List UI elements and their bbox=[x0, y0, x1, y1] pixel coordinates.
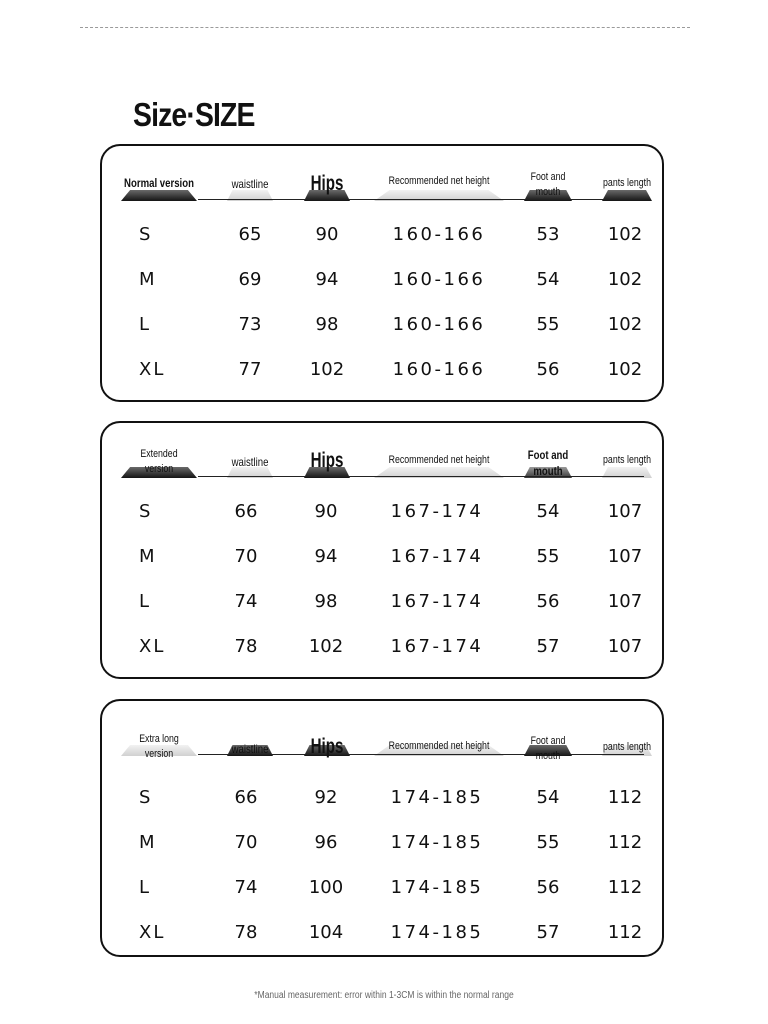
height-cell: 160-166 bbox=[392, 269, 486, 290]
header-pants-length: pants length bbox=[603, 454, 651, 466]
waistline-cell: 74 bbox=[234, 877, 258, 898]
waistline-cell: 77 bbox=[238, 359, 262, 380]
size-cell: XL bbox=[139, 636, 166, 657]
header-rule bbox=[198, 476, 644, 477]
foot-mouth-cell: 54 bbox=[536, 269, 560, 290]
hips-cell: 100 bbox=[308, 877, 344, 898]
size-cell: XL bbox=[139, 922, 166, 943]
height-cell: 160-166 bbox=[392, 224, 486, 245]
pants-length-cell: 107 bbox=[607, 501, 643, 522]
hips-cell: 92 bbox=[314, 787, 338, 808]
height-cell: 174-185 bbox=[390, 922, 484, 943]
header-shade bbox=[121, 190, 197, 201]
height-cell: 167-174 bbox=[390, 546, 484, 567]
header-pants-length: pants length bbox=[603, 177, 651, 189]
size-cell: L bbox=[139, 591, 152, 612]
top-dashed-divider bbox=[80, 27, 690, 28]
table-row bbox=[102, 832, 662, 862]
header-foot-mouth: Foot and mouth bbox=[530, 171, 566, 198]
waistline-cell: 78 bbox=[234, 636, 258, 657]
table-row bbox=[102, 787, 662, 817]
table-row bbox=[102, 314, 662, 344]
header-version: Extra long version bbox=[139, 733, 179, 760]
waistline-cell: 69 bbox=[238, 269, 262, 290]
footnote: *Manual measurement: error within 1-3CM is within the normal range bbox=[254, 990, 514, 1001]
header-hips: Hips bbox=[310, 172, 344, 195]
header-waistline: waistline bbox=[231, 455, 269, 469]
hips-cell: 90 bbox=[315, 224, 339, 245]
pants-length-cell: 102 bbox=[607, 359, 643, 380]
height-cell: 167-174 bbox=[390, 501, 484, 522]
height-cell: 160-166 bbox=[392, 359, 486, 380]
size-cell: L bbox=[139, 314, 152, 335]
height-cell: 174-185 bbox=[390, 832, 484, 853]
foot-mouth-cell: 56 bbox=[536, 877, 560, 898]
header-height: Recommended net height bbox=[388, 740, 490, 752]
size-table-extended bbox=[100, 421, 664, 679]
header-foot-mouth: Foot and mouth bbox=[530, 735, 566, 762]
waistline-cell: 78 bbox=[234, 922, 258, 943]
waistline-cell: 65 bbox=[238, 224, 262, 245]
pants-length-cell: 107 bbox=[607, 636, 643, 657]
waistline-cell: 66 bbox=[234, 787, 258, 808]
height-cell: 167-174 bbox=[390, 591, 484, 612]
table-row bbox=[102, 501, 662, 531]
size-cell: S bbox=[139, 787, 153, 808]
height-cell: 160-166 bbox=[392, 314, 486, 335]
foot-mouth-cell: 56 bbox=[536, 591, 560, 612]
hips-cell: 104 bbox=[308, 922, 344, 943]
table-row bbox=[102, 877, 662, 907]
foot-mouth-cell: 57 bbox=[536, 922, 560, 943]
header-hips: Hips bbox=[310, 735, 344, 758]
foot-mouth-cell: 54 bbox=[536, 501, 560, 522]
foot-mouth-cell: 55 bbox=[536, 546, 560, 567]
pants-length-cell: 102 bbox=[607, 314, 643, 335]
table-row bbox=[102, 591, 662, 621]
pants-length-cell: 112 bbox=[607, 922, 643, 943]
size-cell: S bbox=[139, 224, 153, 245]
foot-mouth-cell: 57 bbox=[536, 636, 560, 657]
height-cell: 174-185 bbox=[390, 787, 484, 808]
height-cell: 174-185 bbox=[390, 877, 484, 898]
waistline-cell: 70 bbox=[234, 546, 258, 567]
hips-cell: 98 bbox=[314, 591, 338, 612]
pants-length-cell: 112 bbox=[607, 877, 643, 898]
table-row bbox=[102, 636, 662, 666]
size-cell: M bbox=[139, 546, 157, 567]
height-cell: 167-174 bbox=[390, 636, 484, 657]
pants-length-cell: 112 bbox=[607, 787, 643, 808]
page-title: Size·SIZE bbox=[133, 96, 255, 133]
size-table-normal bbox=[100, 144, 664, 402]
hips-cell: 94 bbox=[315, 269, 339, 290]
waistline-cell: 74 bbox=[234, 591, 258, 612]
pants-length-cell: 102 bbox=[607, 224, 643, 245]
waistline-cell: 66 bbox=[234, 501, 258, 522]
hips-cell: 98 bbox=[315, 314, 339, 335]
hips-cell: 94 bbox=[314, 546, 338, 567]
foot-mouth-cell: 54 bbox=[536, 787, 560, 808]
hips-cell: 102 bbox=[308, 636, 344, 657]
size-cell: M bbox=[139, 832, 157, 853]
header-height: Recommended net height bbox=[388, 454, 490, 466]
pants-length-cell: 112 bbox=[607, 832, 643, 853]
size-cell: S bbox=[139, 501, 153, 522]
header-foot-mouth: Foot and mouth bbox=[527, 448, 569, 478]
foot-mouth-cell: 55 bbox=[536, 832, 560, 853]
header-waistline: waistline bbox=[231, 742, 269, 756]
size-table-extra-long bbox=[100, 699, 664, 957]
hips-cell: 96 bbox=[314, 832, 338, 853]
header-pants-length: pants length bbox=[603, 741, 651, 753]
table-row bbox=[102, 269, 662, 299]
header-waistline: waistline bbox=[231, 177, 269, 191]
pants-length-cell: 107 bbox=[607, 591, 643, 612]
pants-length-cell: 102 bbox=[607, 269, 643, 290]
header-version: Extended version bbox=[140, 448, 178, 475]
foot-mouth-cell: 55 bbox=[536, 314, 560, 335]
waistline-cell: 73 bbox=[238, 314, 262, 335]
pants-length-cell: 107 bbox=[607, 546, 643, 567]
header-version: Normal version bbox=[124, 176, 194, 190]
header-hips: Hips bbox=[310, 449, 344, 472]
size-cell: M bbox=[139, 269, 157, 290]
header-height: Recommended net height bbox=[388, 175, 490, 187]
size-cell: L bbox=[139, 877, 152, 898]
waistline-cell: 70 bbox=[234, 832, 258, 853]
table-row bbox=[102, 359, 662, 389]
table-row bbox=[102, 922, 662, 952]
foot-mouth-cell: 53 bbox=[536, 224, 560, 245]
hips-cell: 102 bbox=[309, 359, 345, 380]
table-row bbox=[102, 224, 662, 254]
size-cell: XL bbox=[139, 359, 166, 380]
hips-cell: 90 bbox=[314, 501, 338, 522]
header-rule bbox=[198, 199, 644, 200]
foot-mouth-cell: 56 bbox=[536, 359, 560, 380]
table-row bbox=[102, 546, 662, 576]
